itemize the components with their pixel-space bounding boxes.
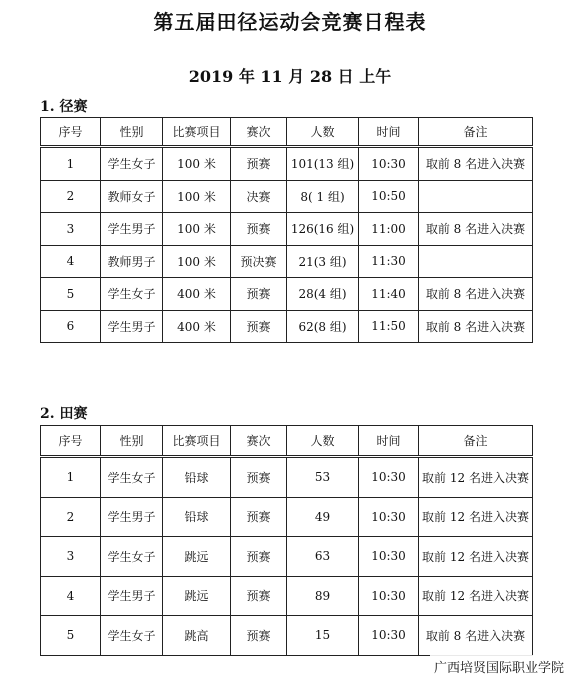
cell-notes: 取前 12 名进入决赛 — [419, 537, 533, 577]
header-index: 序号 — [41, 118, 101, 147]
cell-time: 10:30 — [359, 616, 419, 656]
cell-index: 3 — [41, 213, 101, 246]
header-event: 比赛项目 — [163, 426, 231, 457]
cell-event: 400 米 — [163, 278, 231, 311]
cell-time: 10:30 — [359, 537, 419, 577]
cell-round: 预赛 — [231, 576, 287, 616]
header-round: 赛次 — [231, 118, 287, 147]
cell-time: 11:40 — [359, 278, 419, 311]
cell-count: 53 — [287, 457, 359, 498]
table-row — [41, 497, 533, 537]
cell-count: 21(3 组) — [287, 245, 359, 278]
cell-gender: 学生女子 — [101, 457, 163, 498]
cell-event: 跳远 — [163, 537, 231, 577]
cell-notes: 取前 8 名进入决赛 — [419, 278, 533, 311]
table-row — [41, 213, 533, 246]
cell-gender: 学生男子 — [101, 576, 163, 616]
cell-count: 89 — [287, 576, 359, 616]
field-section-label: 2. 田赛 — [40, 406, 88, 422]
cell-round: 预决赛 — [231, 245, 287, 278]
cell-notes: 取前 8 名进入决赛 — [419, 310, 533, 343]
cell-gender: 学生女子 — [101, 147, 163, 181]
cell-gender: 学生女子 — [101, 278, 163, 311]
cell-index: 3 — [41, 537, 101, 577]
school-watermark: 广西培贤国际职业学院 — [430, 655, 568, 678]
cell-index: 2 — [41, 497, 101, 537]
cell-time: 10:30 — [359, 576, 419, 616]
cell-index: 5 — [41, 616, 101, 656]
cell-round: 预赛 — [231, 457, 287, 498]
cell-notes: 取前 8 名进入决赛 — [419, 147, 533, 181]
cell-gender: 学生男子 — [101, 310, 163, 343]
header-index: 序号 — [41, 426, 101, 457]
cell-round: 预赛 — [231, 497, 287, 537]
cell-round: 预赛 — [231, 213, 287, 246]
cell-round: 预赛 — [231, 616, 287, 656]
cell-time: 11:00 — [359, 213, 419, 246]
cell-count: 28(4 组) — [287, 278, 359, 311]
table-row — [41, 180, 533, 213]
cell-event: 100 米 — [163, 147, 231, 181]
cell-event: 铅球 — [163, 457, 231, 498]
table-row — [41, 457, 533, 498]
cell-index: 1 — [41, 457, 101, 498]
cell-notes: 取前 12 名进入决赛 — [419, 576, 533, 616]
cell-time: 11:30 — [359, 245, 419, 278]
cell-notes: 取前 12 名进入决赛 — [419, 457, 533, 498]
table-row — [41, 278, 533, 311]
header-count: 人数 — [287, 118, 359, 147]
cell-time: 10:30 — [359, 457, 419, 498]
header-count: 人数 — [287, 426, 359, 457]
cell-notes: 取前 12 名进入决赛 — [419, 497, 533, 537]
table-row — [41, 245, 533, 278]
cell-round: 预赛 — [231, 147, 287, 181]
cell-gender: 学生男子 — [101, 497, 163, 537]
header-round: 赛次 — [231, 426, 287, 457]
header-notes: 备注 — [419, 426, 533, 457]
track-section-label: 1. 径赛 — [40, 99, 88, 115]
cell-count: 63 — [287, 537, 359, 577]
table-row — [41, 147, 533, 181]
cell-notes — [419, 180, 533, 213]
header-notes: 备注 — [419, 118, 533, 147]
cell-time: 10:30 — [359, 497, 419, 537]
table-header-row — [41, 426, 533, 457]
cell-round: 预赛 — [231, 537, 287, 577]
table-row — [41, 616, 533, 656]
cell-gender: 学生男子 — [101, 213, 163, 246]
cell-index: 1 — [41, 147, 101, 181]
cell-round: 决赛 — [231, 180, 287, 213]
header-gender: 性别 — [101, 118, 163, 147]
schedule-date: 2019 年 11 月 28 日 上午 — [188, 67, 392, 86]
cell-notes: 取前 8 名进入决赛 — [419, 616, 533, 656]
cell-count: 101(13 组) — [287, 147, 359, 181]
header-gender: 性别 — [101, 426, 163, 457]
header-time: 时间 — [359, 426, 419, 457]
table-header-row — [41, 118, 533, 147]
table-row — [41, 576, 533, 616]
header-event: 比赛项目 — [163, 118, 231, 147]
cell-gender: 教师女子 — [101, 180, 163, 213]
cell-index: 4 — [41, 245, 101, 278]
cell-event: 100 米 — [163, 213, 231, 246]
cell-notes: 取前 8 名进入决赛 — [419, 213, 533, 246]
cell-time: 10:50 — [359, 180, 419, 213]
cell-count: 15 — [287, 616, 359, 656]
page-title: 第五届田径运动会竞赛日程表 — [153, 10, 427, 34]
cell-count: 62(8 组) — [287, 310, 359, 343]
cell-notes — [419, 245, 533, 278]
cell-gender: 教师男子 — [101, 245, 163, 278]
cell-index: 5 — [41, 278, 101, 311]
cell-event: 100 米 — [163, 180, 231, 213]
cell-index: 6 — [41, 310, 101, 343]
cell-index: 2 — [41, 180, 101, 213]
cell-index: 4 — [41, 576, 101, 616]
cell-gender: 学生女子 — [101, 616, 163, 656]
cell-time: 10:30 — [359, 147, 419, 181]
cell-round: 预赛 — [231, 310, 287, 343]
track-events-table — [40, 117, 533, 343]
cell-event: 跳高 — [163, 616, 231, 656]
cell-count: 49 — [287, 497, 359, 537]
cell-time: 11:50 — [359, 310, 419, 343]
cell-count: 126(16 组) — [287, 213, 359, 246]
cell-event: 跳远 — [163, 576, 231, 616]
table-row — [41, 537, 533, 577]
table-row — [41, 310, 533, 343]
field-events-table — [40, 425, 533, 656]
cell-gender: 学生女子 — [101, 537, 163, 577]
cell-event: 100 米 — [163, 245, 231, 278]
cell-count: 8( 1 组) — [287, 180, 359, 213]
header-time: 时间 — [359, 118, 419, 147]
cell-round: 预赛 — [231, 278, 287, 311]
cell-event: 400 米 — [163, 310, 231, 343]
cell-event: 铅球 — [163, 497, 231, 537]
